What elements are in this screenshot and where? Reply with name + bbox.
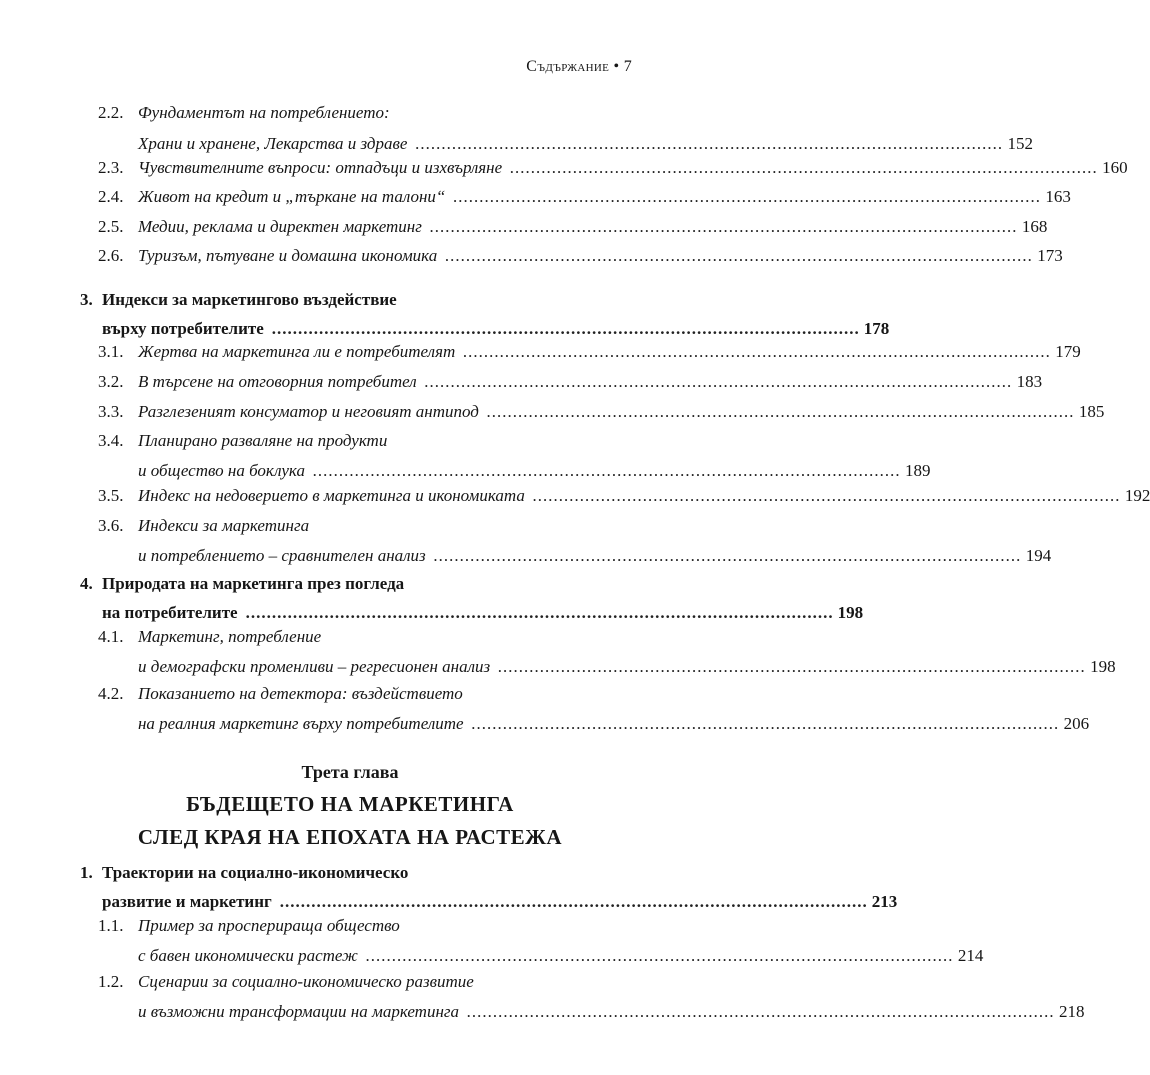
entry-number: 3.3.	[98, 402, 124, 421]
entry-page: 152	[1007, 134, 1033, 153]
entry-title-line1: Маркетинг, потребление	[138, 627, 322, 646]
entry-page: 198	[1090, 657, 1116, 676]
entry-title-line2: и потреблението – сравнителен анализ	[138, 546, 426, 565]
toc-entry-1-2[interactable]	[98, 966, 1085, 1028]
section-page: 198	[837, 603, 864, 622]
section-title-line2: на потребителите	[102, 603, 238, 622]
toc-entry-4-1[interactable]	[98, 621, 1116, 683]
entry-title-line1: Пример за просперираща общество	[138, 916, 400, 935]
header-separator: •	[613, 58, 620, 75]
entry-number: 2.5.	[98, 217, 124, 236]
entry-title-line1: Индекси за маркетинга	[138, 516, 310, 535]
dot-leader: ................................................................................................................	[312, 461, 901, 480]
entry-number: 4.2.	[98, 684, 124, 703]
dot-leader: ................................................................................................................	[279, 892, 868, 911]
entry-number: 3.5.	[98, 486, 124, 505]
toc-entry-3-6[interactable]	[98, 510, 1052, 572]
section-number: 3.	[80, 290, 93, 309]
entry-title-line2: и възможни трансформации на маркетинга	[138, 1002, 460, 1021]
entry-number: 2.4.	[98, 187, 124, 206]
entry-page: 179	[1055, 342, 1081, 361]
entry-title: Разглезеният консуматор и неговият антипод	[138, 402, 479, 421]
entry-number: 1.2.	[98, 972, 124, 991]
entry-page: 189	[904, 461, 931, 480]
section-page: 178	[863, 319, 890, 338]
entry-number: 4.1.	[98, 627, 124, 646]
chapter-heading	[0, 758, 700, 854]
dot-leader: ................................................................................................................	[463, 342, 1052, 361]
entry-title: Живот на кредит и „търкане на талони“	[138, 187, 446, 206]
toc-entry-3-1[interactable]	[98, 336, 1081, 367]
entry-title-line1: Сценарии за социално-икономическо развитие	[138, 972, 474, 991]
toc-entry-2-5[interactable]	[98, 211, 1048, 242]
toc-entry-2-2[interactable]	[98, 97, 1033, 159]
section-page: 213	[871, 892, 898, 911]
dot-leader: ................................................................................................................	[245, 603, 834, 622]
toc-entry-2-4[interactable]	[98, 181, 1071, 212]
section-title-line1: Траектории на социално-икономическо	[102, 863, 409, 882]
dot-leader: ................................................................................................................	[429, 217, 1018, 236]
entry-title-line1: Показанието на детектора: въздействието	[138, 684, 463, 703]
toc-entry-3-2[interactable]	[98, 366, 1043, 397]
section-title-line2: върху потребителите	[102, 319, 264, 338]
section-number: 1.	[80, 863, 93, 882]
dot-leader: ................................................................................................................	[532, 486, 1121, 505]
dot-leader: ................................................................................................................	[415, 134, 1004, 153]
entry-title: Жертва на маркетинга ли е потребителят	[138, 342, 456, 361]
entry-title-line2: и общество на боклука	[138, 461, 305, 480]
toc-entry-2-3[interactable]	[98, 152, 1128, 183]
entry-title: Индекс на недоверието в маркетинга и икономиката	[138, 486, 525, 505]
entry-number: 2.2.	[98, 103, 124, 122]
entry-page: 218	[1059, 1002, 1085, 1021]
entry-title-line1: Фундаментът на потреблението:	[138, 103, 390, 122]
entry-page: 185	[1078, 402, 1105, 421]
entry-number: 3.4.	[98, 431, 124, 450]
dot-leader: ................................................................................................................	[445, 246, 1034, 265]
entry-page: 214	[957, 946, 984, 965]
running-header	[526, 58, 632, 76]
dot-leader: ................................................................................................................	[471, 714, 1060, 733]
entry-page: 163	[1045, 187, 1071, 206]
entry-number: 3.2.	[98, 372, 124, 391]
toc-entry-3-5[interactable]	[98, 480, 1150, 511]
entry-title-line2: с бавен икономически растеж	[138, 946, 358, 965]
chapter-label: Трета глава	[301, 762, 399, 782]
entry-title-line2: и демографски променливи – регресионен анализ	[138, 657, 491, 676]
dot-leader: ................................................................................................................	[467, 1002, 1056, 1021]
entry-page: 168	[1021, 217, 1048, 236]
entry-page: 183	[1016, 372, 1043, 391]
entry-title-line1: Планирано разваляне на продукти	[138, 431, 388, 450]
dot-leader: ................................................................................................................	[271, 319, 860, 338]
section-title-line2: развитие и маркетинг	[102, 892, 272, 911]
header-title: Съдържание	[526, 58, 610, 75]
entry-number: 3.1.	[98, 342, 124, 361]
section-number: 4.	[80, 574, 93, 593]
entry-page: 192	[1124, 486, 1150, 505]
entry-number: 3.6.	[98, 516, 124, 535]
section-title-line1: Природата на маркетинга през погледа	[102, 574, 405, 593]
header-page-number: 7	[623, 58, 632, 75]
entry-title: Медии, реклама и директен маркетинг	[138, 217, 422, 236]
entry-number: 2.3.	[98, 158, 124, 177]
dot-leader: ................................................................................................................	[498, 657, 1087, 676]
toc-entry-3-4[interactable]	[98, 425, 931, 487]
entry-page: 173	[1037, 246, 1063, 265]
toc-entry-4-2[interactable]	[98, 678, 1090, 740]
dot-leader: ................................................................................................................	[486, 402, 1075, 421]
entry-page: 194	[1025, 546, 1052, 565]
toc-entry-1-1[interactable]	[98, 910, 984, 972]
toc-entry-2-6[interactable]	[98, 240, 1063, 271]
chapter-title-line1: БЪДЕЩЕТО НА МАРКЕТИНГА	[186, 792, 514, 816]
dot-leader: ................................................................................................................	[424, 372, 1013, 391]
entry-number: 2.6.	[98, 246, 124, 265]
entry-page: 160	[1102, 158, 1128, 177]
chapter-title-line2: СЛЕД КРАЯ НА ЕПОХАТА НА РАСТЕЖА	[137, 825, 563, 849]
entry-title: Туризъм, пътуване и домашна икономика	[138, 246, 438, 265]
entry-title: В търсене на отговорния потребител	[138, 372, 417, 391]
section-title-line1: Индекси за маркетингово въздействие	[102, 290, 397, 309]
dot-leader: ................................................................................................................	[365, 946, 954, 965]
entry-title: Чувствителните въпроси: отпадъци и изхвърляне	[138, 158, 503, 177]
entry-title-line2: на реалния маркетинг върху потребителите	[138, 714, 464, 733]
entry-page: 206	[1063, 714, 1090, 733]
entry-number: 1.1.	[98, 916, 124, 935]
toc-entry-3-3[interactable]	[98, 396, 1105, 427]
entry-title-line2: Храни и хранене, Лекарства и здраве	[138, 134, 408, 153]
dot-leader: ................................................................................................................	[510, 158, 1099, 177]
dot-leader: ................................................................................................................	[433, 546, 1022, 565]
dot-leader: ................................................................................................................	[453, 187, 1042, 206]
